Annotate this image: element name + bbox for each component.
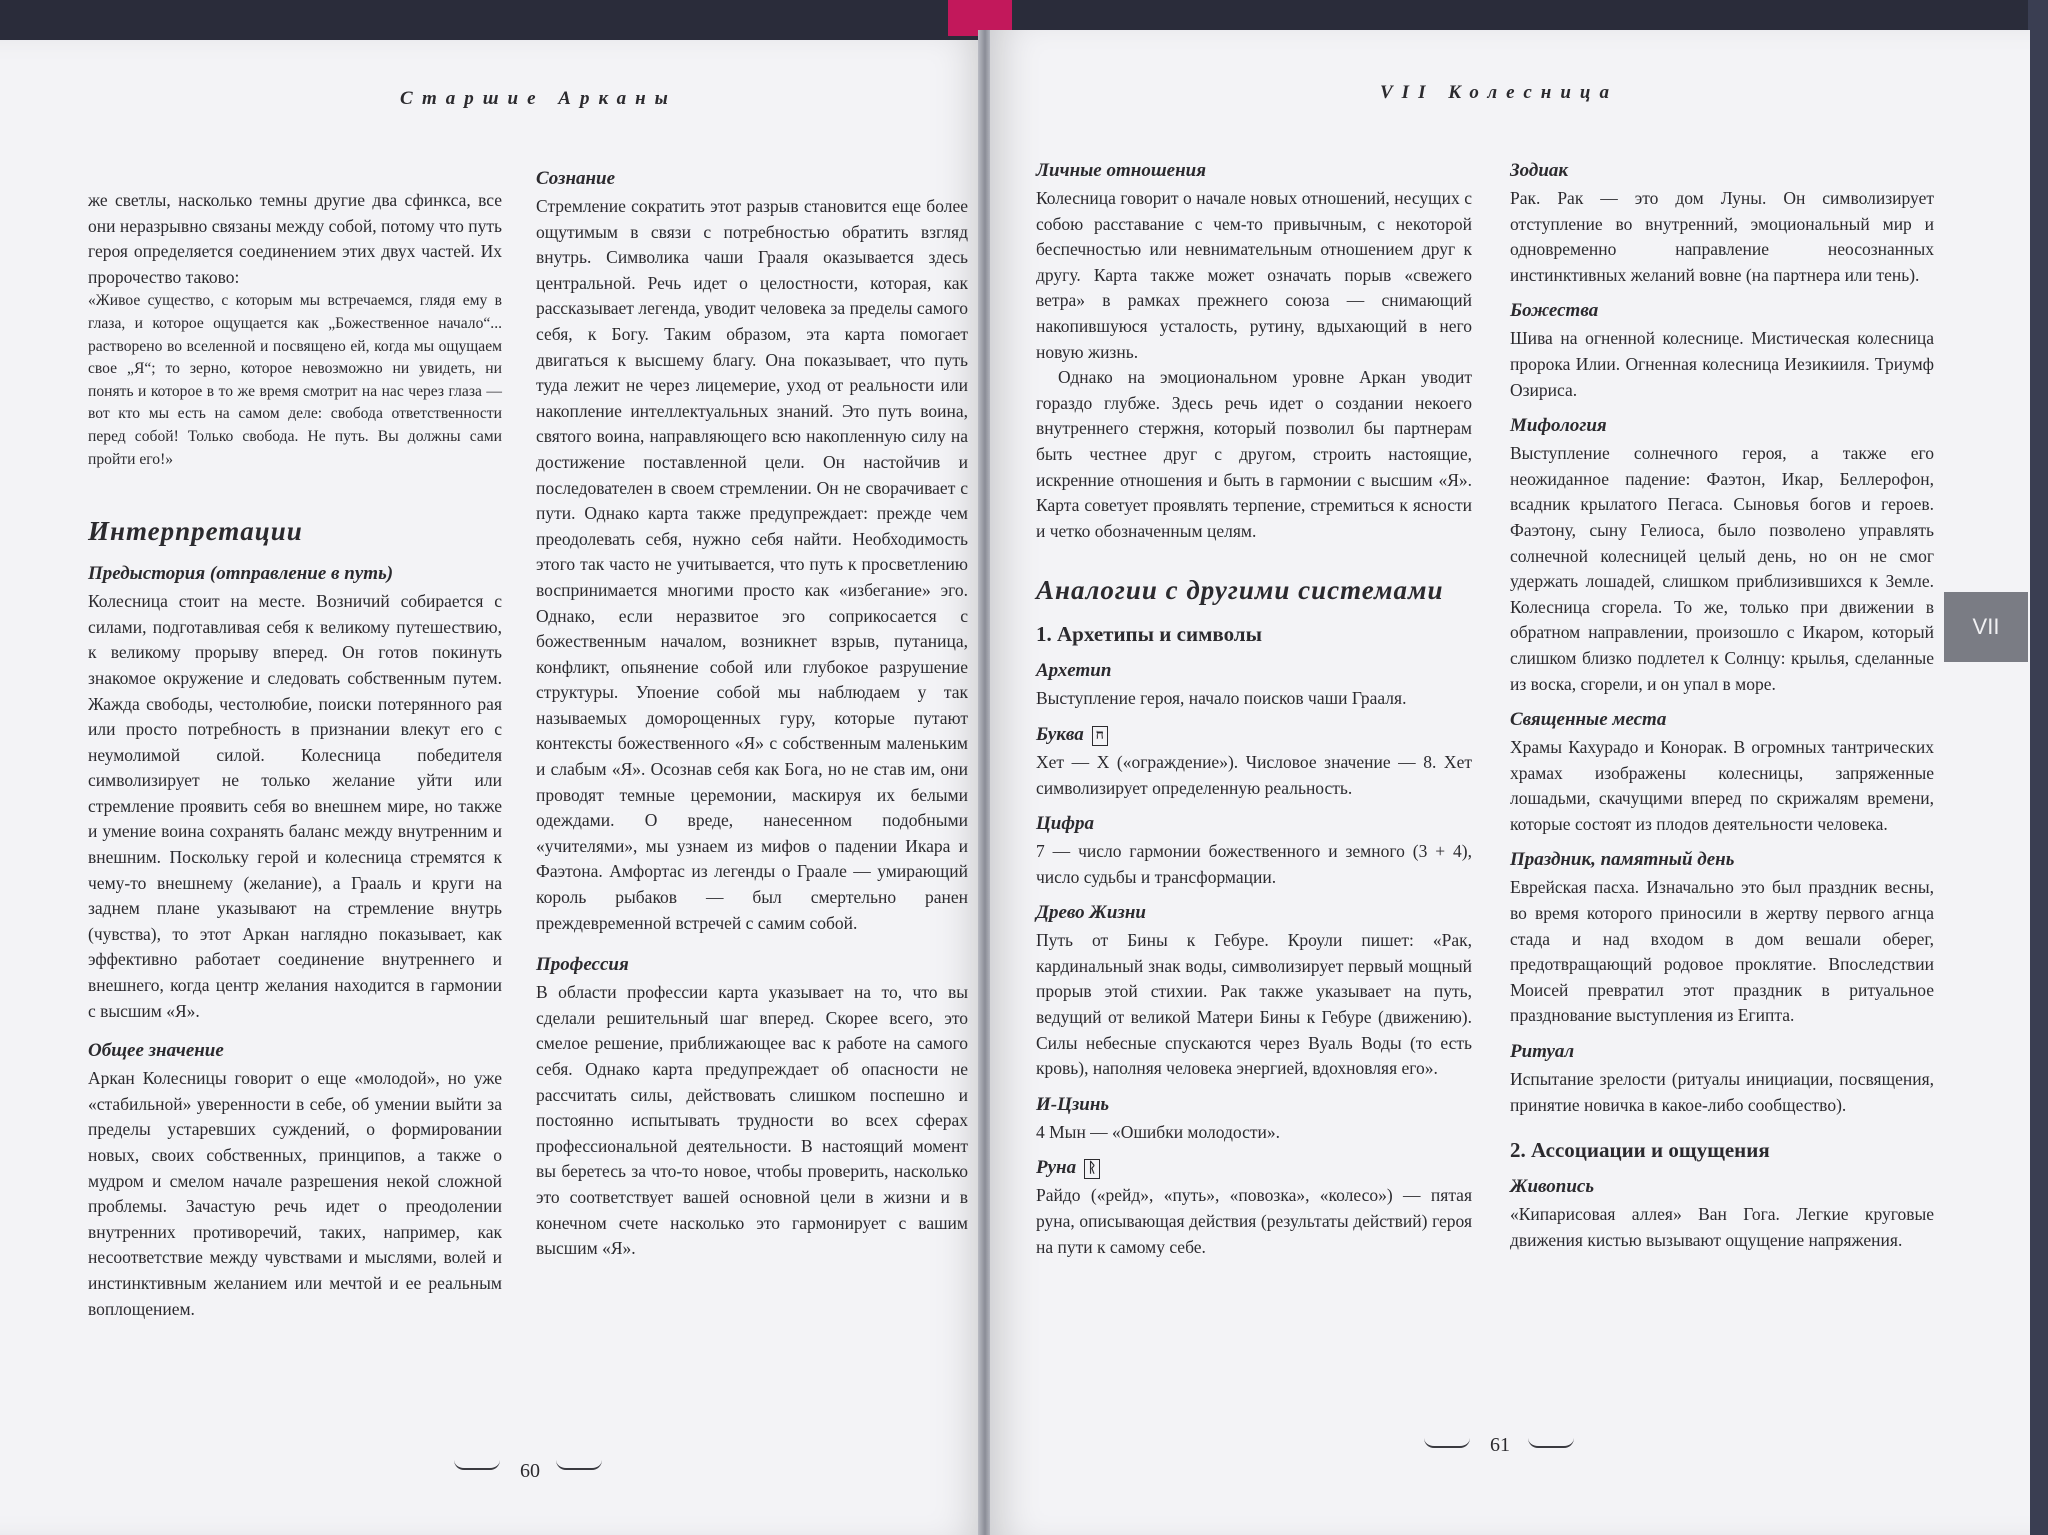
right-page: [990, 30, 2030, 1535]
folio-ornament-right: [556, 1460, 602, 1470]
heading-letter: [1036, 722, 1472, 748]
paragraph-holiday: Еврейская пасха. Изначально это был праздник весны, во время которого приносили в жертву первого агнца стада и над входом в дом вешали оберег, предотвращающий родовое проклятие. Впоследствии Моисей превратил этот праздник в ритуальное празднование выступления из Египта.: [1510, 877, 1934, 1026]
heading-profession: Профессия: [536, 954, 629, 976]
paragraph-relations-1: Колесница говорит о начале новых отношений, несущих с собою расставание с чем-то привычным, с некоторой беспечностью или невнимательным отношением друг к другу. Карта также может означать порыв «свежего ветра» в рамках прежнего союза — снимающий накопившуюся усталость, рутину, вдыхающий в него новую жизнь.: [1036, 188, 1472, 362]
paragraph-mythology: Выступление солнечного героя, а также его неожиданное падение: Фаэтон, Икар, Беллерофон, всадник крылатого Пегаса. Сыновья богов и героев. Фаэтону, сыну Гелиоса, было позволено управлять солнечной колесницей целый день, но он не смог удержать лошадей, слишком приблизившихся к Земле. Колесница сгорела. То же, только при движении в обратном направлении, произошло с Икаром, который слишком близко подлетел к Солнцу: крылья, сделанные из воска, сгорели, и он упал в море.: [1510, 443, 1934, 694]
heading-zodiac: Зодиак: [1510, 160, 1569, 181]
left-column-2: [536, 166, 968, 1262]
heading-deities: Божества: [1510, 300, 1599, 322]
heading-painting: Живопись: [1510, 1176, 1594, 1198]
paragraph-general-meaning: Аркан Колесницы говорит о еще «молодой», но уже «стабильной» уверенности в себе, об умении выйти за пределы устаревших суждений, о формировании новых, своих собственных, принципов, а также о мудром и смелом начале разрешения некой сложной проблемы. Зачастую речь идет о преодолении внутренних противоречий, таких, например, как несоответствие между чувствами и мыслями, волей и инстинктивным желанием или мечтой и ее реальным воплощением.: [88, 1068, 502, 1319]
heading-associations: 2. Ассоциации и ощущения: [1510, 1138, 1770, 1163]
prophecy-quote: «Живое существо, с которым мы встречаемся, глядя ему в глаза, и которое ощущается как „Божественное начало“... растворено во вселенной и посвящено ей, когда мы ощущаем свое „Я“; то зерно, которое невозможно ни увидеть, ни понять и которое в то же время смотрит на нас через глаза — вот кто мы есть на самом деле: свобода ответственности перед собой! Только свобода. Не путь. Вы должны сами пройти его!»: [88, 292, 502, 468]
heading-tree-of-life: Древо Жизни: [1036, 902, 1146, 924]
right-column-1: [1036, 158, 1472, 1260]
paragraph-rune: Райдо («рейд», «путь», «повозка», «колесо») — пятая руна, описывающая действия (результаты действий) героя на пути к самому себе.: [1036, 1185, 1472, 1257]
hebrew-letter-icon: ח: [1092, 726, 1108, 746]
paragraph-archetype: Выступление героя, начало поисков чаши Грааля.: [1036, 688, 1407, 709]
heading-personal-relations: Личные отношения: [1036, 160, 1206, 181]
paragraph-intro: же светлы, насколько темны другие два сфинкса, все они неразрывно связаны между собой, потому что путь героя определяется соединением этих двух частей. Их пророчество таково:: [88, 190, 502, 287]
heading-interpretations: Интерпретации: [88, 516, 303, 547]
heading-sacred-places: Священные места: [1510, 709, 1667, 731]
book-cover-edge: [2028, 0, 2048, 1535]
heading-ritual: Ритуал: [1510, 1041, 1575, 1063]
heading-archetype: Архетип: [1036, 660, 1112, 682]
paragraph-ritual: Испытание зрелости (ритуалы инициации, посвящения, принятие новичка в какое-либо сообщество).: [1510, 1069, 1934, 1115]
folio-ornament-left: [1424, 1438, 1470, 1448]
left-column-1: [88, 188, 502, 1322]
folio-ornament-right: [1528, 1438, 1574, 1448]
heading-rune: [1036, 1155, 1472, 1181]
chapter-thumb-tab: VII: [1944, 592, 2028, 662]
paragraph-sacred-places: Храмы Кахурадо и Конорак. В огромных тантрических храмах изображены колесницы, запряженные лошадьми, скачущими вперед по скрижалям времени, которые состоят из плодов деятельности человека.: [1510, 737, 1934, 834]
heading-number: Цифра: [1036, 813, 1094, 835]
page-number-right: 61: [1490, 1434, 1510, 1456]
heading-i-ching: И-Цзинь: [1036, 1093, 1110, 1115]
paragraph-zodiac: Рак. Рак — это дом Луны. Он символизирует отступление во внутренний, эмоциональный мир и одновременно направление неосознанных инстинктивных желаний вовне (на партнера или тень).: [1510, 188, 1934, 285]
paragraph-letter: Хет — Х («ограждение»). Числовое значение — 8. Хет символизирует определенную реальность.: [1036, 751, 1472, 798]
heading-rune-label: Руна: [1036, 1157, 1077, 1179]
paragraph-number: 7 — число гармонии божественного и земного (3 + 4), число судьбы и трансформации.: [1036, 841, 1472, 887]
paragraph-profession: В области профессии карта указывает на то, что вы сделали решительный шаг вперед. Скорее всего, это смелое решение, приближающее вас к работе на самого себя. Однако карта предупреждает об опасности не рассчитать силы, действовать слишком поспешно и постоянно испытывать трудности во всех сферах профессиональной деятельности. В настоящий момент вы беретесь за что-то новое, чтобы проверить, насколько это соответствует вашей основной цели в жизни и в конечном счете насколько это гармонирует с вашим высшим «Я».: [536, 982, 968, 1259]
folio-ornament-left: [454, 1460, 500, 1470]
running-head-left: Старшие Арканы: [400, 88, 677, 109]
left-page: [0, 40, 985, 1535]
paragraph-relations-2: Однако на эмоциональном уровне Аркан уводит гораздо глубже. Здесь речь идет о создании некоего внутреннего стержня, который позволил бы партнерам быть честнее друг с другом, строить настоящие, искренние отношения и быть в гармонии с высшим «Я». Карта советует проявлять терпение, стремиться к ясности и четко обозначенным целям.: [1036, 367, 1472, 541]
heading-consciousness: Сознание: [536, 168, 616, 189]
paragraph-consciousness: Стремление сократить этот разрыв становится еще более ощутимым в связи с потребностью обратить взгляд внутрь. Символика чаши Грааля оказывается здесь центральной. Речь идет о целостности, которая, как рассказывает легенда, уводит человека за пределы самого себя, к Богу. Таким образом, эта карта помогает двигаться к высшему благу. Она показывает, что путь туда лежит не через лицемерие, уход от реальности или накопление интеллектуальных знаний. Это путь воина, святого воина, направляющего всю накопленную силу на достижение поставленной цели. Он настойчив и последователен в своем стремлении. Он не сворачивает с пути. Однако карта также предупреждает: прежде чем преодолевать себя, нужно себя найти. Необходимость этого так часто не учитывается, что путь к просветлению воспринимается многими просто как «избегание» эго. Однако, если неразвитое эго соприкосается с божественным началом, возникнет взрыв, путаница, конфликт, опьянение собой или глубокое разрушение структуры. Упоение собой мы наблюдаем у так называемых доморощенных гуру, которые путают контексты божественного «Я» с собственным маленьким и слабым «Я». Осознав себя как Бога, но не став им, они проводят темные церемонии, маскируя их белыми одеждами. О вреде, нанесенном подобными «учителями», мы узнаем из мифов о падении Икара и Фаэтона. Амфортас из легенды о Граале — умирающий король рыбаков — был смертельно ранен преждевременной встречей с самим собой.: [536, 196, 968, 933]
heading-prehistory: Предыстория (отправление в путь): [88, 563, 394, 585]
right-column-2: [1510, 158, 1934, 1253]
paragraph-i-ching: 4 Мын — «Ошибки молодости».: [1036, 1121, 1281, 1142]
paragraph-tree-of-life: Путь от Бины к Гебуре. Кроули пишет: «Рак, кардинальный знак воды, символизирует первый мощный прорыв этой стихии. Рак также указывает на путь, ведущий от великой Матери Бины к Гебуре (движению). Силы небесные спускаются через Вуаль Воды (то есть кровь), наполняя человека энергией, вдохновляя его».: [1036, 930, 1472, 1079]
paragraph-deities: Шива на огненной колеснице. Мистическая колесница пророка Илии. Огненная колесница Иезикииля. Триумф Озириса.: [1510, 328, 1934, 400]
running-head-right: VII Колесница: [1380, 82, 1618, 103]
paragraph-prehistory: Колесница стоит на месте. Возничий собирается с силами, подготавливая себя к великому путешествию, к великому прорыву вперед. Он готов покинуть знакомое окружение и следовать собственным путем. Жажда свободы, честолюбие, поиски потерянного рая или просто потребность в признании влекут его с неумолимой силой. Колесница победителя символизирует не только желание уйти или стремление проявить себя во внешнем мире, но также и умение воина сохранять баланс между внутренним и внешним. Поскольку герой и колесница стремятся к чему-то внешнему (желание), а Грааль и круги на заднем плане указывают на стремление внутрь (чувства), то этот Аркан наглядно показывает, как эффективно работает соединение внутреннего и внешнего, когда центр желания находится в гармонии с высшим «Я».: [88, 591, 502, 1021]
heading-archetypes-symbols: 1. Архетипы и символы: [1036, 622, 1262, 647]
heading-mythology: Мифология: [1510, 415, 1607, 437]
heading-general-meaning: Общее значение: [88, 1040, 224, 1062]
rune-icon: ᚱ: [1084, 1159, 1100, 1179]
heading-letter-label: Буква: [1036, 723, 1084, 745]
heading-analogies: Аналогии с другими системами: [1036, 575, 1444, 606]
page-number-left: 60: [520, 1460, 540, 1482]
heading-holiday: Праздник, памятный день: [1510, 849, 1735, 871]
paragraph-painting: «Кипарисовая аллея» Ван Гога. Легкие круговые движения кистью вызывают ощущение напряжения.: [1510, 1204, 1934, 1250]
